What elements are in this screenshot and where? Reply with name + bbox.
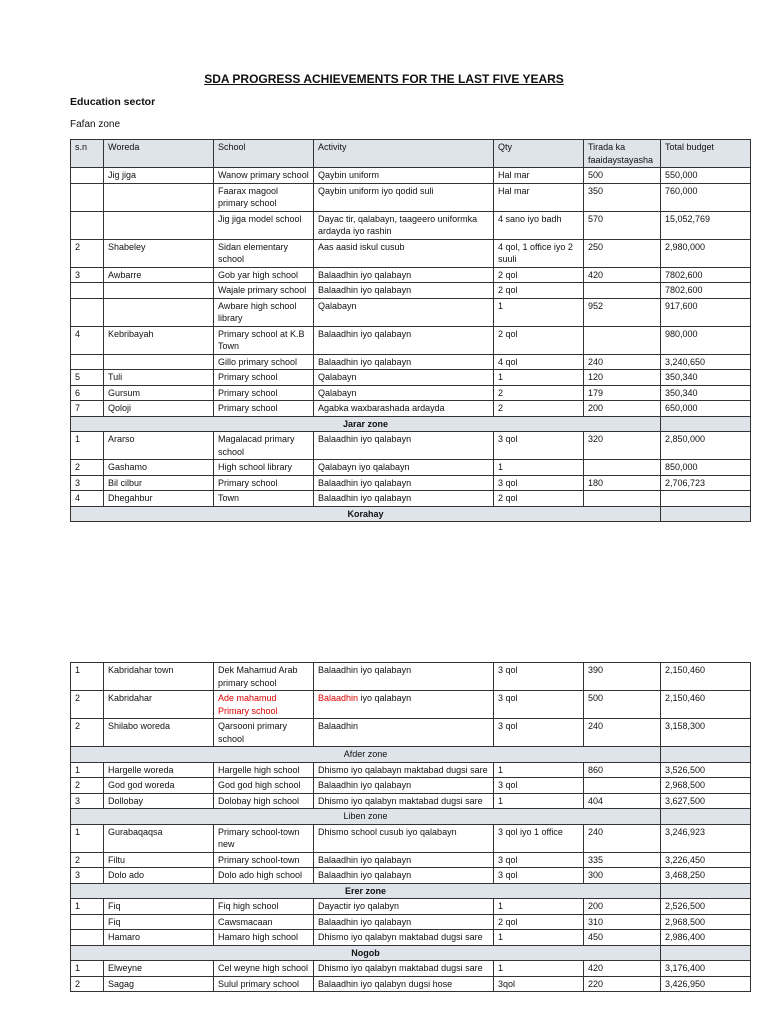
document-title: SDA PROGRESS ACHIEVEMENTS FOR THE LAST FIVE YEARS bbox=[204, 72, 564, 86]
header-activity: Activity bbox=[314, 140, 494, 168]
table-row bbox=[71, 239, 751, 267]
table-row bbox=[71, 283, 751, 299]
cell-woreda: Dolo ado bbox=[104, 868, 214, 884]
cell-budget: 2,986,400 bbox=[661, 930, 751, 946]
cell-activity: Qalabayn bbox=[314, 298, 494, 326]
table-header-row bbox=[71, 140, 751, 168]
cell-qty: 1 bbox=[494, 762, 584, 778]
table-row bbox=[71, 370, 751, 386]
cell-qty: 3 qol bbox=[494, 852, 584, 868]
cell-school: Cel weyne high school bbox=[214, 961, 314, 977]
cell-activity: Balaadhin iyo qalabyn dugsi hose bbox=[314, 976, 494, 992]
cell-activity: Agabka waxbarashada ardayda bbox=[314, 401, 494, 417]
cell-budget: 2,526,500 bbox=[661, 899, 751, 915]
cell-sn: 7 bbox=[71, 401, 104, 417]
cell-activity: Balaadhin iyo qalabayn bbox=[314, 326, 494, 354]
cell-qty: 3 qol bbox=[494, 475, 584, 491]
zone-label: Nogob bbox=[71, 945, 661, 961]
cell-activity: Balaadhin iyo qalabayn bbox=[314, 283, 494, 299]
cell-sn: 1 bbox=[71, 432, 104, 460]
cell-woreda: Kabridahar town bbox=[104, 663, 214, 691]
cell-beneficiaries: 300 bbox=[584, 868, 661, 884]
cell-beneficiaries: 250 bbox=[584, 239, 661, 267]
header-woreda: Woreda bbox=[104, 140, 214, 168]
cell-sn: 2 bbox=[71, 691, 104, 719]
cell-school: Hargelle high school bbox=[214, 762, 314, 778]
cell-activity: Qalabayn iyo qalabayn bbox=[314, 460, 494, 476]
cell-woreda: Gursum bbox=[104, 385, 214, 401]
cell-sn: 3 bbox=[71, 267, 104, 283]
cell-qty: 1 bbox=[494, 930, 584, 946]
cell-activity: Balaadhin bbox=[314, 719, 494, 747]
zone-label: Jarar zone bbox=[71, 416, 661, 432]
cell-woreda: Fiq bbox=[104, 899, 214, 915]
zone-row bbox=[71, 506, 751, 522]
cell-school: Faarax magool primary school bbox=[214, 183, 314, 211]
cell-woreda: Gashamo bbox=[104, 460, 214, 476]
cell-sn: 1 bbox=[71, 899, 104, 915]
cell-school: Cawsmacaan bbox=[214, 914, 314, 930]
cell-activity: Dhismo school cusub iyo qalabayn bbox=[314, 824, 494, 852]
cell-budget: 350,340 bbox=[661, 370, 751, 386]
cell-sn: 2 bbox=[71, 460, 104, 476]
cell-activity: Aas aasid iskul cusub bbox=[314, 239, 494, 267]
cell-school: Primary school-town bbox=[214, 852, 314, 868]
cell-school: Dek Mahamud Arab primary school bbox=[214, 663, 314, 691]
cell-sn bbox=[71, 914, 104, 930]
cell-woreda: Dhegahbur bbox=[104, 491, 214, 507]
header-sn: s.n bbox=[71, 140, 104, 168]
cell-woreda: Shilabo woreda bbox=[104, 719, 214, 747]
cell-qty: 2 qol bbox=[494, 283, 584, 299]
cell-budget: 980,000 bbox=[661, 326, 751, 354]
cell-activity: Dayac tir, qalabayn, taageero uniformka ardayda iyo rashin bbox=[314, 211, 494, 239]
zone-row bbox=[71, 416, 751, 432]
zone-row bbox=[71, 945, 751, 961]
cell-budget: 3,226,450 bbox=[661, 852, 751, 868]
cell-budget: 3,246,923 bbox=[661, 824, 751, 852]
zone-empty-cell bbox=[661, 416, 751, 432]
cell-sn: 2 bbox=[71, 719, 104, 747]
cell-woreda: Qoloji bbox=[104, 401, 214, 417]
cell-woreda: Sagag bbox=[104, 976, 214, 992]
cell-activity: Balaadhin iyo qalabayn bbox=[314, 432, 494, 460]
cell-budget: 550,000 bbox=[661, 168, 751, 184]
cell-beneficiaries: 335 bbox=[584, 852, 661, 868]
cell-activity: Qalabayn bbox=[314, 385, 494, 401]
cell-budget: 7802,600 bbox=[661, 283, 751, 299]
cell-woreda: Kebribayah bbox=[104, 326, 214, 354]
cell-beneficiaries: 240 bbox=[584, 719, 661, 747]
cell-activity: Balaadhin iyo qalabayn bbox=[314, 354, 494, 370]
table-row bbox=[71, 778, 751, 794]
table-row bbox=[71, 961, 751, 977]
cell-woreda: Jig jiga bbox=[104, 168, 214, 184]
cell-school: God god high school bbox=[214, 778, 314, 794]
table-row bbox=[71, 719, 751, 747]
zone-empty-cell bbox=[661, 809, 751, 825]
zone-label: Liben zone bbox=[71, 809, 661, 825]
cell-qty: 1 bbox=[494, 899, 584, 915]
table-row bbox=[71, 691, 751, 719]
cell-budget bbox=[661, 491, 751, 507]
cell-school: Sulul primary school bbox=[214, 976, 314, 992]
cell-school: Primary school bbox=[214, 370, 314, 386]
zone-empty-cell bbox=[661, 747, 751, 763]
cell-budget: 7802,600 bbox=[661, 267, 751, 283]
header-beneficiaries: Tirada ka faaidaystayasha bbox=[584, 140, 661, 168]
cell-beneficiaries: 570 bbox=[584, 211, 661, 239]
cell-activity: Qalabayn bbox=[314, 370, 494, 386]
cell-budget: 2,980,000 bbox=[661, 239, 751, 267]
cell-activity: Qaybin uniform bbox=[314, 168, 494, 184]
table-row bbox=[71, 852, 751, 868]
table-row bbox=[71, 211, 751, 239]
cell-school: Gob yar high school bbox=[214, 267, 314, 283]
cell-budget: 15,052,769 bbox=[661, 211, 751, 239]
cell-qty: Hal mar bbox=[494, 183, 584, 211]
zone-row bbox=[71, 747, 751, 763]
cell-beneficiaries: 120 bbox=[584, 370, 661, 386]
cell-qty: 3 qol bbox=[494, 719, 584, 747]
cell-budget: 850,000 bbox=[661, 460, 751, 476]
cell-budget: 650,000 bbox=[661, 401, 751, 417]
cell-woreda: Fiq bbox=[104, 914, 214, 930]
table-row bbox=[71, 354, 751, 370]
cell-school: Magalacad primary school bbox=[214, 432, 314, 460]
cell-sn: 1 bbox=[71, 824, 104, 852]
cell-beneficiaries: 404 bbox=[584, 793, 661, 809]
header-school: School bbox=[214, 140, 314, 168]
cell-woreda: Gurabaqaqsa bbox=[104, 824, 214, 852]
table-row bbox=[71, 663, 751, 691]
cell-activity: Dhismo iyo qalabyn maktabad dugsi sare bbox=[314, 793, 494, 809]
cell-beneficiaries bbox=[584, 491, 661, 507]
cell-sn bbox=[71, 168, 104, 184]
cell-budget: 350,340 bbox=[661, 385, 751, 401]
cell-budget: 2,968,500 bbox=[661, 914, 751, 930]
cell-budget: 2,150,460 bbox=[661, 663, 751, 691]
cell-qty: 2 bbox=[494, 385, 584, 401]
cell-qty: 1 bbox=[494, 460, 584, 476]
cell-sn: 5 bbox=[71, 370, 104, 386]
table-row bbox=[71, 491, 751, 507]
cell-woreda: Elweyne bbox=[104, 961, 214, 977]
header-budget: Total budget bbox=[661, 140, 751, 168]
cell-woreda bbox=[104, 183, 214, 211]
cell-school: Jig jiga model school bbox=[214, 211, 314, 239]
cell-school: Primary school bbox=[214, 475, 314, 491]
zone-label: Korahay bbox=[71, 506, 661, 522]
table-row bbox=[71, 326, 751, 354]
cell-qty: 2 qol bbox=[494, 491, 584, 507]
achievements-table-top bbox=[70, 139, 751, 522]
cell-qty: 3qol bbox=[494, 976, 584, 992]
table-row bbox=[71, 868, 751, 884]
cell-budget: 2,850,000 bbox=[661, 432, 751, 460]
cell-sn: 3 bbox=[71, 793, 104, 809]
cell-sn: 4 bbox=[71, 491, 104, 507]
cell-qty: 2 qol bbox=[494, 267, 584, 283]
cell-school: Wanow primary school bbox=[214, 168, 314, 184]
zone-row bbox=[71, 809, 751, 825]
cell-beneficiaries: 240 bbox=[584, 354, 661, 370]
cell-beneficiaries: 390 bbox=[584, 663, 661, 691]
cell-qty: Hal mar bbox=[494, 168, 584, 184]
cell-qty: 3 qol bbox=[494, 432, 584, 460]
cell-sn bbox=[71, 183, 104, 211]
cell-budget: 917,600 bbox=[661, 298, 751, 326]
cell-school: Gillo primary school bbox=[214, 354, 314, 370]
cell-school: Awbare high school library bbox=[214, 298, 314, 326]
sector-heading: Education sector bbox=[70, 96, 156, 108]
cell-beneficiaries: 320 bbox=[584, 432, 661, 460]
cell-beneficiaries: 179 bbox=[584, 385, 661, 401]
cell-beneficiaries: 450 bbox=[584, 930, 661, 946]
cell-beneficiaries: 350 bbox=[584, 183, 661, 211]
table-row bbox=[71, 460, 751, 476]
cell-budget: 3,176,400 bbox=[661, 961, 751, 977]
cell-woreda: God god woreda bbox=[104, 778, 214, 794]
cell-sn: 2 bbox=[71, 852, 104, 868]
zone-heading: Fafan zone bbox=[70, 119, 121, 130]
cell-activity: Balaadhin iyo qalabayn bbox=[314, 267, 494, 283]
cell-budget: 2,968,500 bbox=[661, 778, 751, 794]
zone-label: Afder zone bbox=[71, 747, 661, 763]
table-row bbox=[71, 899, 751, 915]
cell-woreda: Dollobay bbox=[104, 793, 214, 809]
cell-beneficiaries: 310 bbox=[584, 914, 661, 930]
cell-qty: 4 sano iyo badh bbox=[494, 211, 584, 239]
cell-woreda bbox=[104, 354, 214, 370]
cell-school: Primary school bbox=[214, 385, 314, 401]
cell-budget: 3,526,500 bbox=[661, 762, 751, 778]
cell-sn bbox=[71, 930, 104, 946]
cell-school: Hamaro high school bbox=[214, 930, 314, 946]
cell-woreda: Hamaro bbox=[104, 930, 214, 946]
zone-row bbox=[71, 883, 751, 899]
cell-activity: Balaadhin iyo qalabayn bbox=[314, 691, 494, 719]
cell-beneficiaries: 952 bbox=[584, 298, 661, 326]
cell-budget: 2,150,460 bbox=[661, 691, 751, 719]
cell-activity: Qaybin uniform iyo qodid suli bbox=[314, 183, 494, 211]
zone-label: Erer zone bbox=[71, 883, 661, 899]
table-row bbox=[71, 976, 751, 992]
cell-school: Qarsooni primary school bbox=[214, 719, 314, 747]
cell-school: Primary school at K.B Town bbox=[214, 326, 314, 354]
cell-budget: 3,158,300 bbox=[661, 719, 751, 747]
cell-sn bbox=[71, 354, 104, 370]
cell-qty: 2 bbox=[494, 401, 584, 417]
cell-beneficiaries bbox=[584, 326, 661, 354]
cell-school: Dolo ado high school bbox=[214, 868, 314, 884]
table-row bbox=[71, 914, 751, 930]
cell-activity: Balaadhin iyo qalabayn bbox=[314, 491, 494, 507]
zone-empty-cell bbox=[661, 945, 751, 961]
table-row bbox=[71, 298, 751, 326]
cell-school: Wajale primary school bbox=[214, 283, 314, 299]
zone-empty-cell bbox=[661, 883, 751, 899]
cell-beneficiaries: 420 bbox=[584, 267, 661, 283]
cell-sn bbox=[71, 283, 104, 299]
cell-beneficiaries bbox=[584, 460, 661, 476]
cell-qty: 3 qol bbox=[494, 778, 584, 794]
cell-woreda bbox=[104, 211, 214, 239]
cell-beneficiaries: 180 bbox=[584, 475, 661, 491]
cell-school: Sidan elementary school bbox=[214, 239, 314, 267]
cell-activity: Balaadhin iyo qalabayn bbox=[314, 475, 494, 491]
cell-woreda bbox=[104, 283, 214, 299]
cell-woreda bbox=[104, 298, 214, 326]
table-row bbox=[71, 762, 751, 778]
cell-school: Ade mahamud Primary school bbox=[214, 691, 314, 719]
cell-woreda: Filtu bbox=[104, 852, 214, 868]
cell-qty: 2 qol bbox=[494, 326, 584, 354]
cell-beneficiaries: 220 bbox=[584, 976, 661, 992]
cell-qty: 3 qol bbox=[494, 691, 584, 719]
cell-qty: 1 bbox=[494, 793, 584, 809]
cell-activity: Balaadhin iyo qalabayn bbox=[314, 852, 494, 868]
table-row bbox=[71, 401, 751, 417]
achievements-table-bottom bbox=[70, 662, 751, 992]
cell-sn: 2 bbox=[71, 976, 104, 992]
cell-budget: 3,426,950 bbox=[661, 976, 751, 992]
cell-beneficiaries: 500 bbox=[584, 691, 661, 719]
cell-beneficiaries: 200 bbox=[584, 899, 661, 915]
cell-activity: Dhismo iyo qalabyn maktabad dugsi sare bbox=[314, 961, 494, 977]
cell-beneficiaries: 240 bbox=[584, 824, 661, 852]
cell-woreda: Awbarre bbox=[104, 267, 214, 283]
cell-school: Primary school bbox=[214, 401, 314, 417]
cell-qty: 4 qol, 1 office iyo 2 suuli bbox=[494, 239, 584, 267]
cell-woreda: Tuli bbox=[104, 370, 214, 386]
cell-budget: 2,706,723 bbox=[661, 475, 751, 491]
cell-sn: 3 bbox=[71, 868, 104, 884]
cell-qty: 2 qol bbox=[494, 914, 584, 930]
cell-qty: 3 qol bbox=[494, 663, 584, 691]
cell-activity: Balaadhin iyo qalabayn bbox=[314, 868, 494, 884]
cell-activity: Balaadhin iyo qalabayn bbox=[314, 778, 494, 794]
cell-sn: 1 bbox=[71, 663, 104, 691]
zone-empty-cell bbox=[661, 506, 751, 522]
cell-school: Fiq high school bbox=[214, 899, 314, 915]
cell-sn: 1 bbox=[71, 762, 104, 778]
table-row bbox=[71, 793, 751, 809]
header-qty: Qty bbox=[494, 140, 584, 168]
cell-woreda: Hargelle woreda bbox=[104, 762, 214, 778]
table-row bbox=[71, 824, 751, 852]
cell-qty: 4 qol bbox=[494, 354, 584, 370]
cell-budget: 3,468,250 bbox=[661, 868, 751, 884]
table-row bbox=[71, 385, 751, 401]
cell-sn: 2 bbox=[71, 239, 104, 267]
cell-sn: 4 bbox=[71, 326, 104, 354]
cell-woreda: Bil cilbur bbox=[104, 475, 214, 491]
cell-school: Town bbox=[214, 491, 314, 507]
cell-qty: 1 bbox=[494, 298, 584, 326]
cell-sn bbox=[71, 211, 104, 239]
cell-school: Primary school-town new bbox=[214, 824, 314, 852]
cell-budget: 3,627,500 bbox=[661, 793, 751, 809]
cell-qty: 1 bbox=[494, 961, 584, 977]
cell-beneficiaries: 500 bbox=[584, 168, 661, 184]
cell-sn: 3 bbox=[71, 475, 104, 491]
cell-activity: Dayactir iyo qalabyn bbox=[314, 899, 494, 915]
cell-activity: Balaadhin iyo qalabayn bbox=[314, 914, 494, 930]
cell-sn bbox=[71, 298, 104, 326]
cell-activity: Balaadhin iyo qalabayn bbox=[314, 663, 494, 691]
cell-woreda: Ararso bbox=[104, 432, 214, 460]
cell-school: Dolobay high school bbox=[214, 793, 314, 809]
cell-woreda: Kabridahar bbox=[104, 691, 214, 719]
cell-school: High school library bbox=[214, 460, 314, 476]
cell-sn: 2 bbox=[71, 778, 104, 794]
cell-woreda: Shabeley bbox=[104, 239, 214, 267]
cell-beneficiaries: 200 bbox=[584, 401, 661, 417]
cell-beneficiaries: 860 bbox=[584, 762, 661, 778]
cell-beneficiaries bbox=[584, 283, 661, 299]
table-row bbox=[71, 168, 751, 184]
table-row bbox=[71, 267, 751, 283]
cell-sn: 1 bbox=[71, 961, 104, 977]
table-row bbox=[71, 432, 751, 460]
cell-activity: Dhismo iyo qalabayn maktabad dugsi sare bbox=[314, 762, 494, 778]
cell-beneficiaries: 420 bbox=[584, 961, 661, 977]
cell-qty: 3 qol iyo 1 office bbox=[494, 824, 584, 852]
table-row bbox=[71, 183, 751, 211]
table-row bbox=[71, 930, 751, 946]
cell-beneficiaries bbox=[584, 778, 661, 794]
cell-activity: Dhismo iyo qalabyn maktabad dugsi sare bbox=[314, 930, 494, 946]
cell-qty: 1 bbox=[494, 370, 584, 386]
cell-budget: 3,240,650 bbox=[661, 354, 751, 370]
cell-budget: 760,000 bbox=[661, 183, 751, 211]
table-row bbox=[71, 475, 751, 491]
cell-sn: 6 bbox=[71, 385, 104, 401]
cell-qty: 3 qol bbox=[494, 868, 584, 884]
